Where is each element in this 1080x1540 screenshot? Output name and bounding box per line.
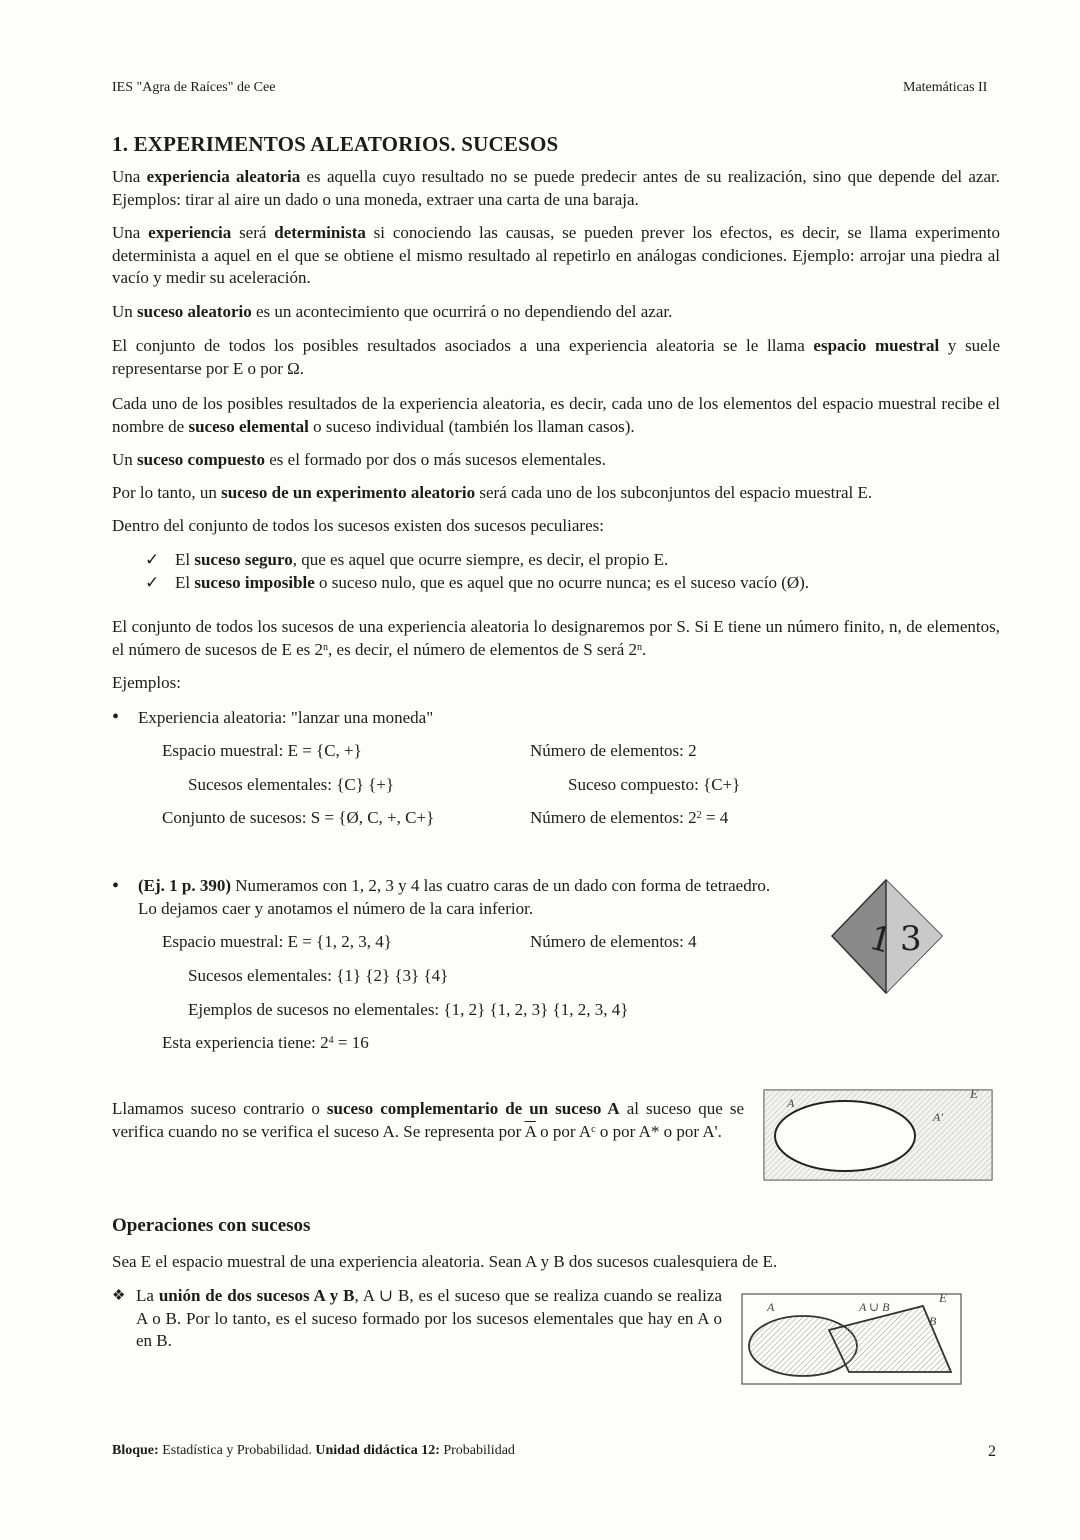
- text: El conjunto de todos los posibles resultados asociados a una experiencia aleatoria se le llama: [112, 336, 814, 355]
- a-bar: $\overline{A}$: [524, 1121, 536, 1141]
- text: El: [175, 573, 195, 592]
- text: o por A* o por A'.: [595, 1121, 722, 1141]
- paragraph-complementario: [112, 1098, 744, 1143]
- text: al suceso que se verifica cuando no se verifica el suceso A. Se representa por: [112, 1099, 744, 1141]
- exercise-ref: (Ej. 1 p. 390): [138, 876, 232, 895]
- text: , que es aquel que ocurre siempre, es decir, el propio E.: [292, 550, 669, 569]
- term: suceso aleatorio: [137, 302, 252, 321]
- paragraph-determinista: [112, 222, 1000, 290]
- label-e: E: [970, 1086, 978, 1101]
- paragraph-espacio-muestral: [112, 335, 1000, 380]
- ex2-espacio: Espacio muestral: E = {1, 2, 3, 4}: [162, 932, 392, 951]
- bullet-icon: •: [112, 875, 120, 897]
- ex1-conjunto: Conjunto de sucesos: S = {Ø, C, +, C+}: [162, 808, 435, 827]
- superscript: 2: [696, 810, 702, 821]
- footer-text: Estadística y Probabilidad.: [158, 1443, 316, 1458]
- tetrahedron-die-figure: [830, 878, 945, 996]
- text: Por lo tanto, un: [112, 483, 222, 502]
- term: suceso seguro: [194, 550, 293, 569]
- text: Un: [112, 450, 138, 469]
- check-icon: ✓: [145, 573, 160, 592]
- die-number-right: 3: [900, 919, 922, 959]
- text: Llamamos suceso contrario o: [112, 1099, 327, 1118]
- text: Experiencia aleatoria: "lanzar una moneda": [138, 708, 434, 727]
- term: determinista: [274, 223, 366, 242]
- term: suceso compuesto: [137, 450, 265, 469]
- text: Un: [112, 302, 138, 321]
- list-item-suceso-imposible: [145, 572, 809, 594]
- examples-label: Ejemplos:: [112, 673, 181, 692]
- text: es un acontecimiento que ocurrirá o no dependiendo del azar.: [251, 302, 673, 321]
- ex2-no-elementales: Ejemplos de sucesos no elementales: {1, 2} {1, 2, 3} {1, 2, 3, 4}: [188, 1000, 629, 1019]
- paragraph-suceso-compuesto: [112, 449, 1000, 472]
- text: será: [231, 223, 275, 242]
- example-tetraedro-title: [112, 875, 792, 920]
- text: = 16: [333, 1033, 369, 1052]
- footer-text: Probabilidad: [439, 1443, 515, 1458]
- page-number: 2: [988, 1443, 996, 1460]
- set-a-ellipse: [775, 1101, 915, 1171]
- footer-label: Bloque:: [112, 1443, 159, 1458]
- ex1-num-sucesos: [530, 807, 728, 829]
- bullet-icon: •: [112, 706, 120, 728]
- text: o suceso nulo, que es aquel que no ocurre nunca; es el suceso vacío (Ø).: [314, 573, 810, 592]
- text: o suceso individual (también los llaman casos).: [308, 416, 635, 436]
- text: , A ∪ B, es el suceso que se realiza cuando se realiza A o B. Por lo tanto, es el suceso formado por los sucesos elementales que hay en A o en B.: [136, 1286, 722, 1350]
- term: experiencia aleatoria: [146, 167, 301, 186]
- term: unión de dos sucesos A y B: [158, 1286, 355, 1305]
- paragraph-conjunto-sucesos: [112, 616, 1000, 661]
- label-a-complement: A': [933, 1110, 943, 1124]
- check-icon: ✓: [145, 550, 160, 569]
- paragraph-suceso-experimento: [112, 482, 1000, 505]
- text: El: [175, 550, 195, 569]
- paragraph-union: [112, 1285, 722, 1353]
- text: .: [642, 639, 647, 659]
- term: espacio muestral: [813, 336, 940, 355]
- term: experiencia: [148, 223, 232, 242]
- ex1-num-elementos: Número de elementos: 2: [530, 741, 697, 760]
- paragraph-sucesos-peculiares: Dentro del conjunto de todos los sucesos existen dos sucesos peculiares:: [112, 516, 604, 535]
- text: La: [136, 1286, 159, 1305]
- paragraph-suceso-elemental: [112, 393, 1000, 438]
- label-e: E: [939, 1290, 947, 1305]
- term: suceso elemental: [188, 416, 309, 436]
- term: suceso de un experimento aleatorio: [221, 483, 476, 502]
- text: = 4: [701, 808, 729, 827]
- text: y suele representarse por E o por Ω.: [112, 336, 1000, 378]
- text: es aquella cuyo resultado no se puede predecir antes de su realización, sino que depende del azar. Ejemplos: tirar al aire un dado o una moneda, extraer una carta de una baraja.: [112, 167, 1000, 209]
- term: suceso imposible: [194, 573, 315, 592]
- text: Número de elementos: 2: [530, 808, 697, 827]
- header-subject: Matemáticas II: [903, 80, 988, 95]
- text: Una: [112, 167, 147, 186]
- ex2-elementales: Sucesos elementales: {1} {2} {3} {4}: [188, 966, 449, 985]
- text: , es decir, el número de elementos de S será 2: [328, 639, 638, 659]
- section-title: 1. EXPERIMENTOS ALEATORIOS. SUCESOS: [112, 132, 559, 156]
- text: Esta experiencia tiene: 2: [162, 1033, 329, 1052]
- text: Numeramos con 1, 2, 3 y 4 las cuatro caras de un dado con forma de tetraedro. Lo dejamos caer y anotamos el número de la cara inferior.: [138, 876, 771, 918]
- label-b: B: [929, 1314, 937, 1328]
- diamond-bullet-icon: ❖: [112, 1288, 126, 1304]
- term: suceso complementario de un suceso A: [326, 1099, 620, 1118]
- example-moneda-title: [112, 706, 433, 730]
- paragraph-suceso-aleatorio: [112, 301, 1000, 324]
- paragraph-experiencia-aleatoria: [112, 166, 1000, 211]
- header-school: IES "Agra de Raíces" de Cee: [112, 80, 276, 95]
- superscript: n: [323, 641, 329, 653]
- text: es el formado por dos o más sucesos elementales.: [265, 450, 606, 469]
- label-a: A: [787, 1096, 795, 1110]
- text: Una: [112, 223, 149, 242]
- ex2-tiene: [162, 1032, 369, 1054]
- superscript: c: [591, 1123, 596, 1135]
- venn-union-figure: [741, 1288, 963, 1386]
- paragraph-operaciones-intro: Sea E el espacio muestral de una experiencia aleatoria. Sean A y B dos sucesos cualesquiera de E.: [112, 1252, 778, 1271]
- operations-title: Operaciones con sucesos: [112, 1215, 311, 1236]
- ex1-elementales: Sucesos elementales: {C} {+}: [188, 775, 395, 794]
- die-number-left: 1: [865, 917, 897, 962]
- text: Cada uno de los posibles resultados de la experiencia aleatoria, es decir, cada uno de los elementos del espacio muestral recibe el nombre de: [112, 394, 1000, 436]
- label-a-union-b: A ∪ B: [859, 1300, 890, 1314]
- text: El conjunto de todos los sucesos de una experiencia aleatoria lo designaremos por S. Si E tiene un número finito, n, de elementos, el número de sucesos de E es 2: [112, 617, 1000, 659]
- superscript: 4: [328, 1035, 334, 1046]
- ex1-compuesto: Suceso compuesto: {C+}: [568, 775, 741, 794]
- footer-label: Unidad didáctica 12:: [315, 1443, 440, 1458]
- ex2-num-elementos: Número de elementos: 4: [530, 932, 697, 951]
- label-a: A: [767, 1300, 775, 1314]
- footer: [112, 1443, 515, 1459]
- venn-complement-figure: [763, 1085, 995, 1185]
- superscript: n: [637, 641, 643, 653]
- text: será cada uno de los subconjuntos del espacio muestral E.: [475, 483, 873, 502]
- text: o por A: [535, 1121, 592, 1141]
- ex1-espacio: Espacio muestral: E = {C, +}: [162, 741, 362, 760]
- list-item-suceso-seguro: [145, 549, 668, 571]
- text: si conociendo las causas, se pueden prever los efectos, es decir, se llama experimento determinista a aquel en el que se obtiene el mismo resultado al repetirlo en análogas condiciones. Ejemplo: arrojar una piedra al vacío y medir su aceleración.: [112, 223, 1001, 287]
